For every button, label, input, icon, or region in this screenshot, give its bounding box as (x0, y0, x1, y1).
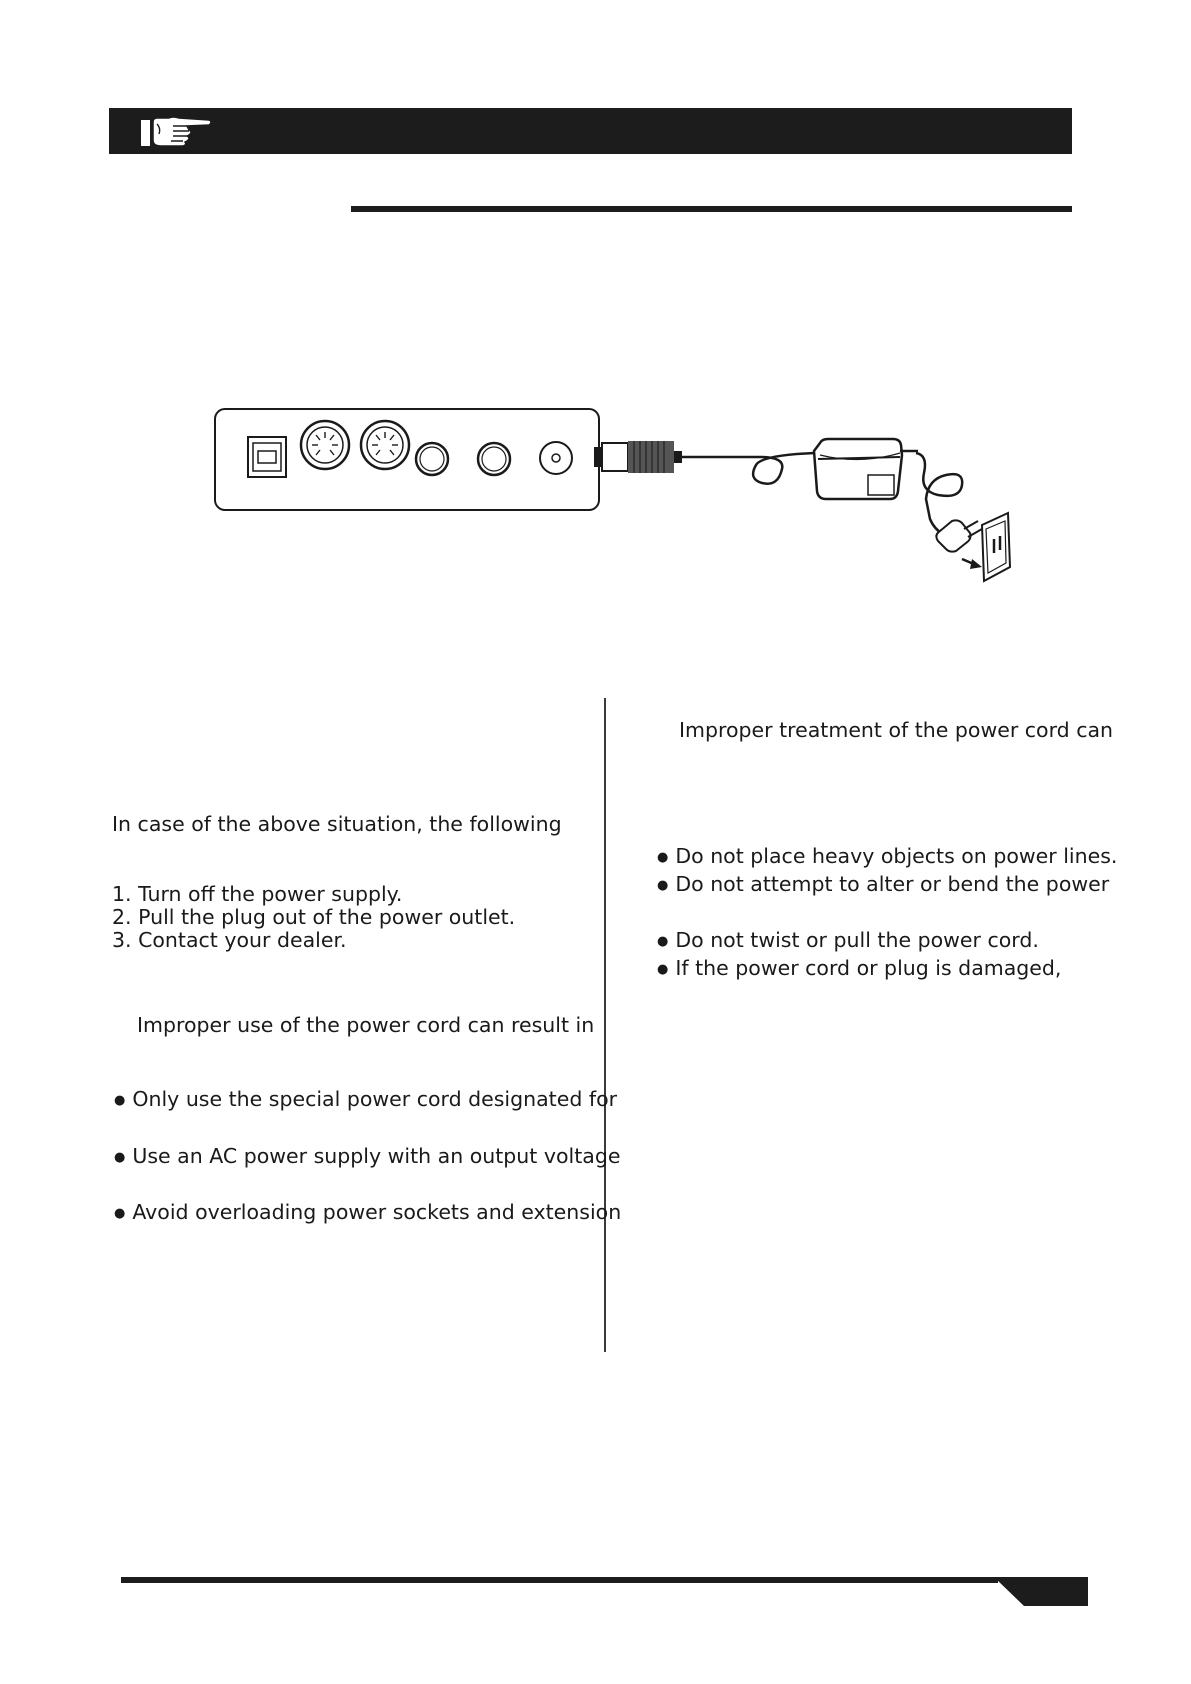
bullet-item: ● Use an AC power supply with an output voltage (114, 1144, 620, 1172)
step-item: 3. Contact your dealer. (112, 928, 347, 952)
footer-rule (121, 1577, 998, 1583)
improper-treatment-text: Improper treatment of the power cord can (679, 718, 1114, 742)
column-divider (604, 698, 606, 1352)
midi-out-port-icon (361, 421, 409, 469)
section-header-bar (109, 108, 1072, 154)
step-item: 2. Pull the plug out of the power outlet. (112, 905, 516, 929)
bullet-item: ● If the power cord or plug is damaged, (657, 956, 1061, 984)
audio-jack-icon (478, 443, 510, 475)
step-item: 1. Turn off the power supply. (112, 882, 403, 906)
bullet-item: ● Do not place heavy objects on power lines. (657, 844, 1117, 872)
dc-in-port-icon (540, 442, 572, 474)
wall-plug-icon (936, 520, 982, 551)
power-connection-diagram (200, 395, 1030, 600)
bullet-item: ● Do not twist or pull the power cord. (657, 928, 1039, 956)
wall-outlet-icon (982, 513, 1010, 581)
improper-use-text: Improper use of the power cord can result in (137, 1013, 595, 1037)
title-underline (351, 206, 1072, 212)
power-cable (682, 453, 815, 484)
bullet-item: ● Do not attempt to alter or bend the power (657, 872, 1109, 900)
audio-jack-icon (416, 443, 448, 475)
page-number-tab (994, 1577, 1088, 1606)
dc-plug-icon (594, 441, 682, 473)
insert-arrow-icon (962, 559, 982, 569)
situation-text: In case of the above situation, the following (112, 812, 562, 836)
pointing-hand-icon (139, 114, 215, 148)
action-steps-list (112, 883, 515, 952)
power-adapter-icon (814, 439, 918, 499)
midi-in-port-icon (301, 421, 349, 469)
bullet-item: ● Avoid overloading power sockets and extension (114, 1200, 621, 1228)
usb-port-icon (248, 437, 286, 477)
bullet-item: ● Only use the special power cord designated for (114, 1087, 617, 1115)
